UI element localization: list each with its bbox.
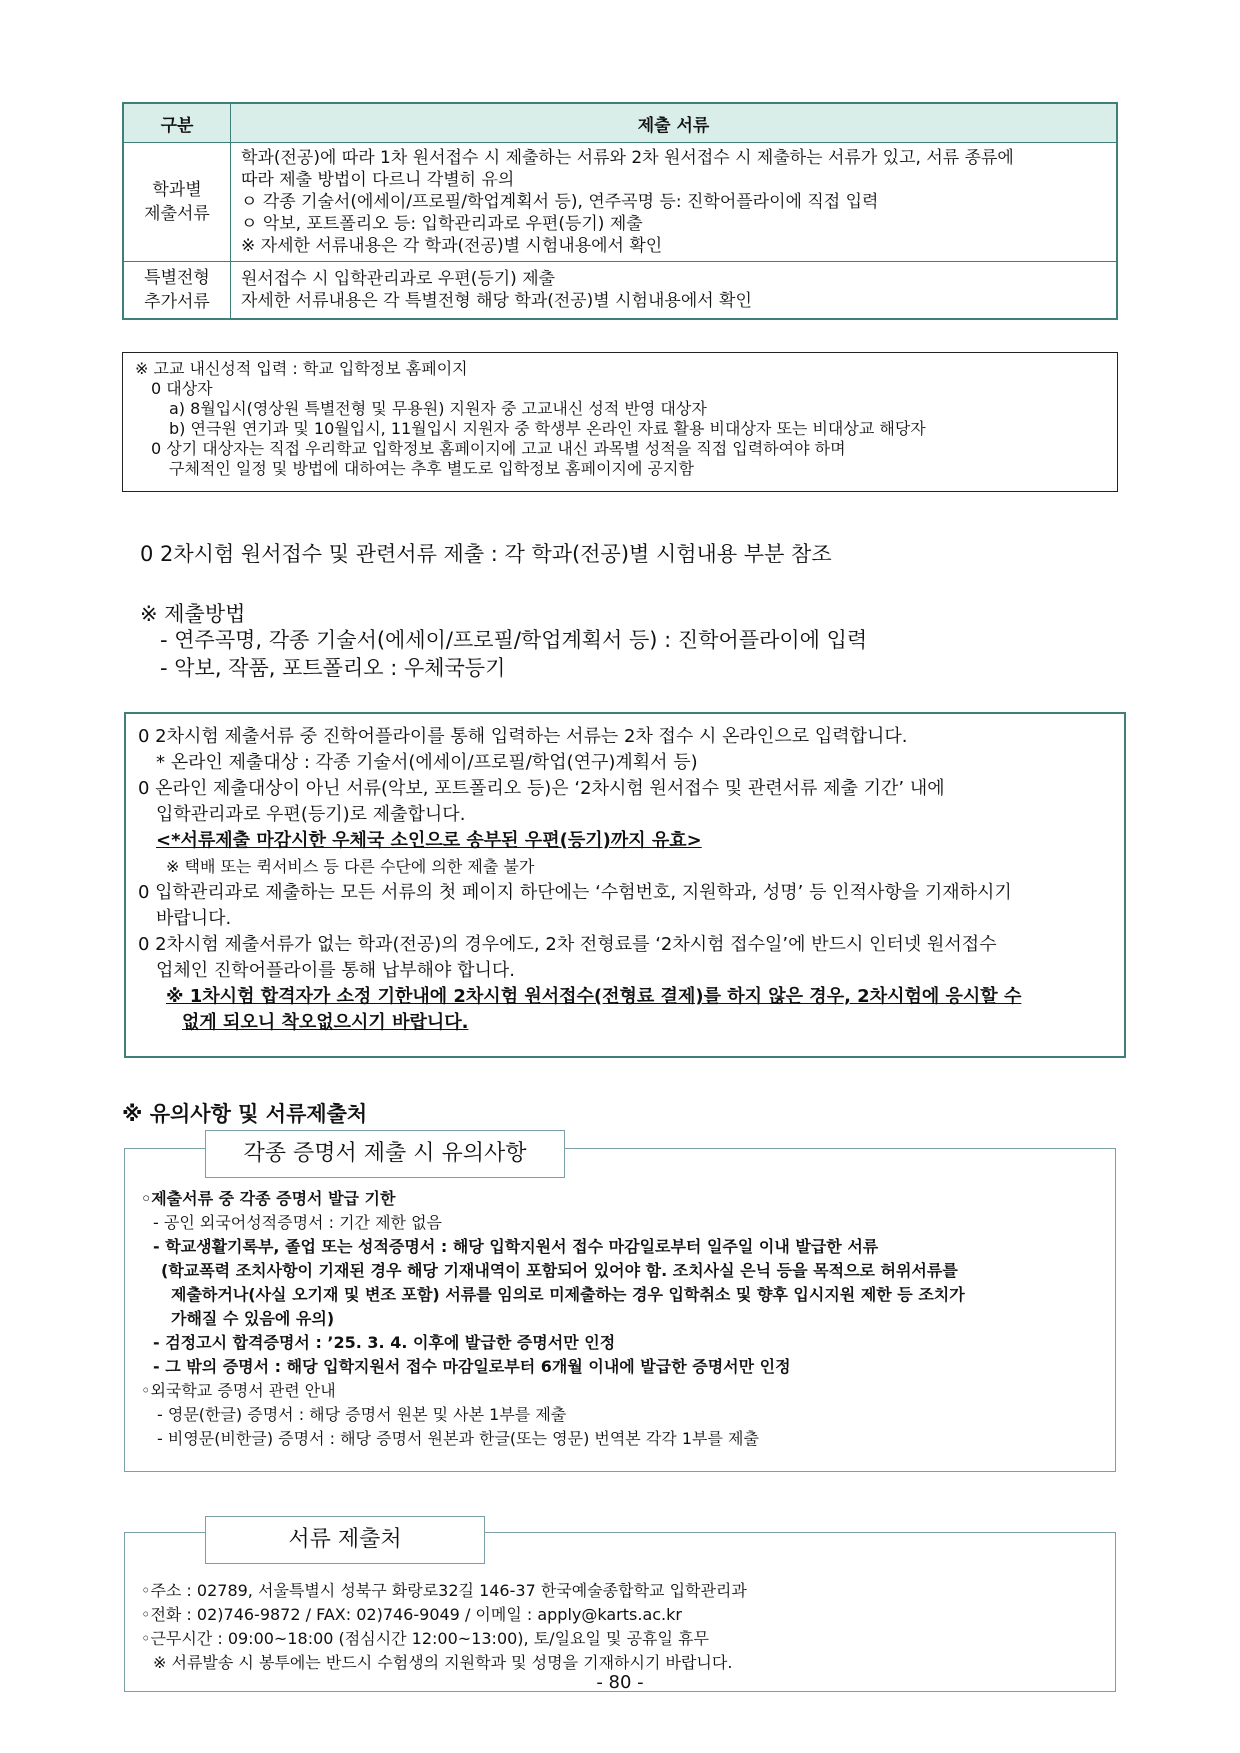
row-label-line: 추가서류	[144, 292, 210, 312]
documents-table	[122, 102, 1118, 320]
submission-line: ◦근무시간 : 09:00~18:00 (점심시간 12:00~13:00), 토/일요일 및 공휴일 휴무	[141, 1629, 709, 1648]
certificates-tab: 각종 증명서 제출 시 유의사항	[205, 1130, 565, 1178]
info-line-warning: ※ 1차시험 합격자가 소정 기한내에 2차시험 원서접수(전형료 결제)를 하지 않은 경우, 2차시험에 응시할 수	[166, 986, 1022, 1007]
cert-line: - 학교생활기록부, 졸업 또는 성적증명서 : 해당 입학지원서 접수 마감일로부터 일주일 이내 발급한 서류	[153, 1237, 879, 1256]
method-title: ※ 제출방법	[140, 602, 246, 626]
row-label-line: 학과별	[152, 180, 202, 200]
row-content	[231, 262, 1118, 320]
cert-line: 가해질 수 있음에 유의)	[171, 1309, 335, 1328]
method-item: - 연주곡명, 각종 기술서(에세이/프로필/학업계획서 등) : 진학어플라이에 입력	[160, 628, 868, 652]
row-line: ㅇ 각종 기술서(에세이/프로필/학업계획서 등), 연주곡명 등: 진학어플라이에 직접 입력	[241, 192, 879, 212]
info-line: 입학관리과로 우편(등기)로 제출합니다.	[156, 804, 466, 825]
row-line: 학과(전공)에 따라 1차 원서접수 시 제출하는 서류와 2차 원서접수 시 제출하는 서류가 있고, 서류 종류에	[241, 148, 1014, 168]
row-line: ㅇ 악보, 포트폴리오 등: 입학관리과로 우편(등기) 제출	[241, 214, 643, 234]
row-content	[231, 143, 1118, 262]
certificates-box	[124, 1148, 1116, 1472]
note-line: a) 8월입시(영상원 특별전형 및 무용원) 지원자 중 고교내신 성적 반영 대상자	[169, 399, 707, 418]
submission-line: ※ 서류발송 시 봉투에는 반드시 수험생의 지원학과 및 성명을 기재하시기 바랍니다.	[153, 1653, 733, 1672]
cert-line: 제출하거나(사실 오기재 및 변조 포함) 서류를 임의로 미제출하는 경우 입학취소 및 향후 입시지원 제한 등 조치가	[171, 1285, 965, 1304]
method-item: - 악보, 작품, 포트폴리오 : 우체국등기	[160, 656, 506, 680]
cert-line: - 그 밖의 증명서 : 해당 입학지원서 접수 마감일로부터 6개월 이내에 발급한 증명서만 인정	[153, 1357, 791, 1376]
submission-line: ◦주소 : 02789, 서울특별시 성북구 화랑로32길 146-37 한국예술종합학교 입학관리과	[141, 1581, 747, 1600]
row-line: ※ 자세한 서류내용은 각 학과(전공)별 시험내용에서 확인	[241, 236, 663, 256]
row-label-line: 특별전형	[144, 268, 210, 288]
header-category: 구분	[123, 103, 231, 143]
submission-tab: 서류 제출처	[205, 1516, 485, 1564]
info-line: 0 입학관리과로 제출하는 모든 서류의 첫 페이지 하단에는 ‘수험번호, 지원학과, 성명’ 등 인적사항을 기재하시기	[138, 882, 1012, 903]
table-row	[123, 262, 1117, 320]
info-line-warning: 없게 되오니 착오없으시기 바랍니다.	[182, 1012, 469, 1033]
row-line: 원서접수 시 입학관리과로 우편(등기) 제출	[241, 269, 556, 289]
note-line: 0 대상자	[151, 379, 213, 398]
cert-line: - 공인 외국어성적증명서 : 기간 제한 없음	[153, 1213, 442, 1232]
note-line: 구체적인 일정 및 방법에 대하여는 추후 별도로 입학정보 홈페이지에 공지함	[169, 459, 694, 478]
row-line: 따라 제출 방법이 다르니 각별히 유의	[241, 170, 515, 190]
note-line: ※ 고교 내신성적 입력 : 학교 입학정보 홈페이지	[135, 359, 468, 378]
row-label-line: 제출서류	[144, 204, 210, 224]
cert-line: - 비영문(비한글) 증명서 : 해당 증명서 원본과 한글(또는 영문) 번역본 각각 1부를 제출	[157, 1429, 759, 1448]
info-line: 0 2차시험 제출서류 중 진학어플라이를 통해 입력하는 서류는 2차 접수 시 온라인으로 입력합니다.	[138, 726, 908, 747]
info-line: 바랍니다.	[156, 908, 232, 929]
submission-line: ◦전화 : 02)746-9872 / FAX: 02)746-9049 / 이메일 : apply@karts.ac.kr	[141, 1605, 682, 1624]
cert-line: - 검정고시 합격증명서 : ’25. 3. 4. 이후에 발급한 증명서만 인정	[153, 1333, 616, 1352]
table-row	[123, 143, 1117, 262]
gpa-note-box	[122, 352, 1118, 492]
caution-heading: ※ 유의사항 및 서류제출처	[122, 1102, 368, 1126]
cert-line: ◦외국학교 증명서 관련 안내	[141, 1381, 336, 1400]
cert-line: - 영문(한글) 증명서 : 해당 증명서 원본 및 사본 1부를 제출	[157, 1405, 567, 1424]
second-exam-line: 0 2차시험 원서접수 및 관련서류 제출 : 각 학과(전공)별 시험내용 부분 참조	[140, 542, 832, 566]
note-line: 0 상기 대상자는 직접 우리학교 입학정보 홈페이지에 고교 내신 과목별 성적을 직접 입력하여야 하며	[151, 439, 846, 458]
table-header-row	[123, 103, 1117, 143]
info-line: ※ 택배 또는 퀵서비스 등 다른 수단에 의한 제출 불가	[166, 857, 535, 876]
info-line: 0 2차시험 제출서류가 없는 학과(전공)의 경우에도, 2차 전형료를 ‘2차시험 접수일’에 반드시 인터넷 원서접수	[138, 934, 997, 955]
cert-line: ◦제출서류 중 각종 증명서 발급 기한	[141, 1189, 396, 1208]
info-line: * 온라인 제출대상 : 각종 기술서(에세이/프로필/학업(연구)계획서 등)	[156, 752, 698, 773]
row-label	[123, 143, 231, 262]
cert-line: (학교폭력 조치사항이 기재된 경우 해당 기재내역이 포함되어 있어야 함. 조치사실 은닉 등을 목적으로 허위서류를	[161, 1261, 958, 1280]
page-number: - 80 -	[596, 1672, 644, 1693]
info-line: 0 온라인 제출대상이 아닌 서류(악보, 포트폴리오 등)은 ‘2차시험 원서접수 및 관련서류 제출 기간’ 내에	[138, 778, 945, 799]
note-line: b) 연극원 연기과 및 10월입시, 11월입시 지원자 중 학생부 온라인 자료 활용 비대상자 또는 비대상교 해당자	[169, 419, 926, 438]
info-line: 업체인 진학어플라이를 통해 납부해야 합니다.	[156, 960, 515, 981]
row-line: 자세한 서류내용은 각 특별전형 해당 학과(전공)별 시험내용에서 확인	[241, 291, 752, 311]
row-label	[123, 262, 231, 320]
info-line-emphasis: <*서류제출 마감시한 우체국 소인으로 송부된 우편(등기)까지 유효>	[156, 830, 702, 851]
header-documents: 제출 서류	[231, 103, 1118, 143]
second-exam-info-box	[124, 712, 1126, 1058]
